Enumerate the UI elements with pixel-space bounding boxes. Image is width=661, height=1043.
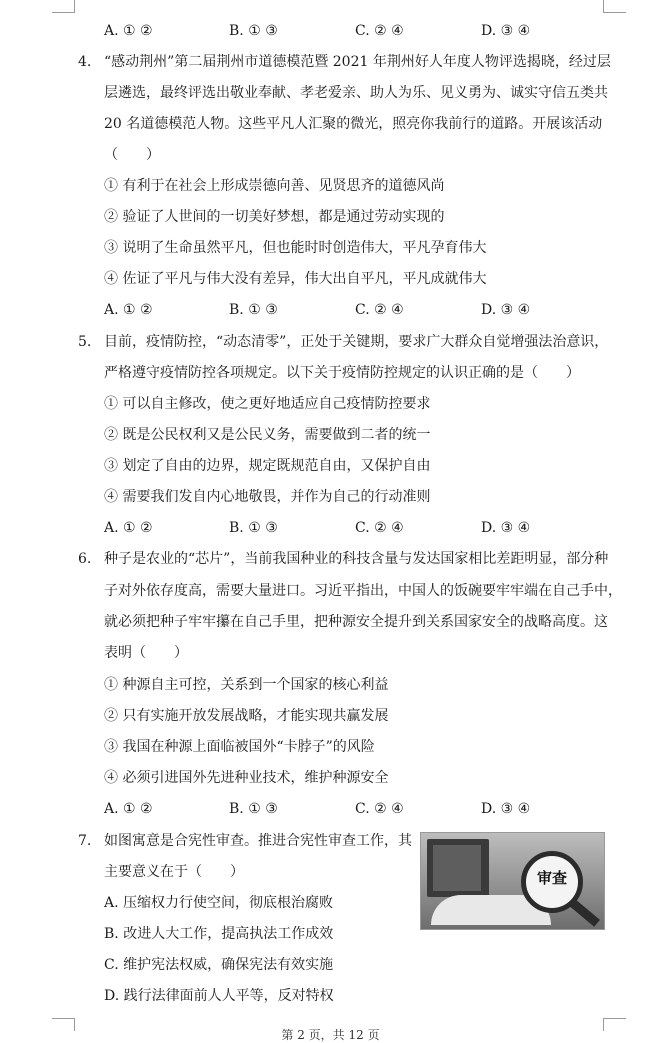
- option-c: C. ② ④: [355, 302, 404, 318]
- question-text-line: 如图寓意是合宪性审查。推进合宪性审查工作，其: [104, 833, 412, 849]
- question-number: 5.: [78, 334, 92, 350]
- book-cover-image: [433, 845, 481, 891]
- question-text-line: 层遴选，最终评选出敬业奉献、孝老爱亲、助人为乐、见义勇为、诚实守信五类共: [104, 85, 608, 101]
- constitutional-review-illustration: [420, 832, 605, 930]
- option-a: A. ① ②: [104, 801, 153, 817]
- magnifier-label: 审查: [536, 869, 567, 887]
- choice-d: D. 践行法律面前人人平等，反对特权: [104, 988, 334, 1004]
- question-text-line: 子对外依存度高，需要大量进口。习近平指出，中国人的饭碗要牢牢端在自己手中，: [104, 583, 622, 599]
- question-text-line: 主要意义在于（ ）: [104, 864, 244, 880]
- page-footer: 第 2 页，共 12 页: [281, 1028, 380, 1042]
- question-text-line: 目前，疫情防控，“动态清零”，正处于关键期，要求广大群众自觉增强法治意识，: [104, 334, 609, 350]
- statement-2: ② 只有实施开放发展战略，才能实现共赢发展: [104, 708, 389, 724]
- option-c: C. ② ④: [355, 520, 404, 536]
- question-text-line: “感动荆州”第二届荆州市道德模范暨 2021 年荆州好人年度人物评选揭晓，经过层: [104, 54, 611, 70]
- option-d: D. ③ ④: [481, 302, 531, 318]
- option-c: C. ② ④: [355, 23, 404, 39]
- question-text-line: 种子是农业的“芯片”，当前我国种业的科技含量与发达国家相比差距明显，部分种: [104, 551, 609, 567]
- option-c: C. ② ④: [355, 801, 404, 817]
- magnifier-handle: [568, 898, 600, 927]
- statement-2: ② 验证了人世间的一切美好梦想，都是通过劳动实现的: [104, 209, 445, 225]
- choice-c: C. 维护宪法权威，确保宪法有效实施: [104, 957, 334, 973]
- option-b: B. ① ③: [229, 801, 278, 817]
- statement-3: ③ 划定了自由的边界，规定既规范自由，又保护自由: [104, 458, 431, 474]
- option-a: A. ① ②: [104, 302, 153, 318]
- option-b: B. ① ③: [229, 302, 278, 318]
- statement-1: ① 种源自主可控，关系到一个国家的核心利益: [104, 677, 389, 693]
- question-text-line: 就必须把种子牢牢攥在自己手里，把种源安全提升到关系国家安全的战略高度。这: [104, 614, 608, 630]
- statement-1: ① 可以自主修改，使之更好地适应自己疫情防控要求: [104, 396, 431, 412]
- statement-4: ④ 需要我们发自内心地敬畏，并作为自己的行动准则: [104, 489, 431, 505]
- statement-2: ② 既是公民权利又是公民义务，需要做到二者的统一: [104, 427, 431, 443]
- option-a: A. ① ②: [104, 23, 153, 39]
- question-text-line: 严格遵守疫情防控各项规定。以下关于疫情防控规定的认识正确的是（ ）: [104, 365, 580, 381]
- choice-b: B. 改进人大工作，提高执法工作成效: [104, 926, 334, 942]
- question-text-line: 20 名道德模范人物。这些平凡人汇聚的微光，照亮你我前行的道路。开展该活动: [104, 116, 603, 132]
- option-b: B. ① ③: [229, 23, 278, 39]
- question-number: 7.: [78, 833, 92, 849]
- corner-mark-top-right: [603, 0, 626, 13]
- question-number: 4.: [78, 54, 92, 70]
- statement-1: ① 有利于在社会上形成崇德向善、见贤思齐的道德风尚: [104, 178, 445, 194]
- option-d: D. ③ ④: [481, 801, 531, 817]
- option-a: A. ① ②: [104, 520, 153, 536]
- statement-3: ③ 说明了生命虽然平凡，但也能时时创造伟大，平凡孕育伟大: [104, 240, 487, 256]
- option-d: D. ③ ④: [481, 520, 531, 536]
- corner-mark-top-left: [52, 0, 75, 13]
- choice-a: A. 压缩权力行使空间，彻底根治腐败: [104, 895, 334, 911]
- option-b: B. ① ③: [229, 520, 278, 536]
- statement-4: ④ 佐证了平凡与伟大没有差异，伟大出自平凡，平凡成就伟大: [104, 271, 487, 287]
- statement-4: ④ 必须引进国外先进种业技术，维护种源安全: [104, 770, 389, 786]
- option-d: D. ③ ④: [481, 23, 531, 39]
- statement-3: ③ 我国在种源上面临被国外“卡脖子”的风险: [104, 739, 375, 755]
- answer-blank: 表明（ ）: [104, 645, 188, 661]
- answer-blank: （ ）: [104, 147, 160, 163]
- question-number: 6.: [78, 551, 92, 567]
